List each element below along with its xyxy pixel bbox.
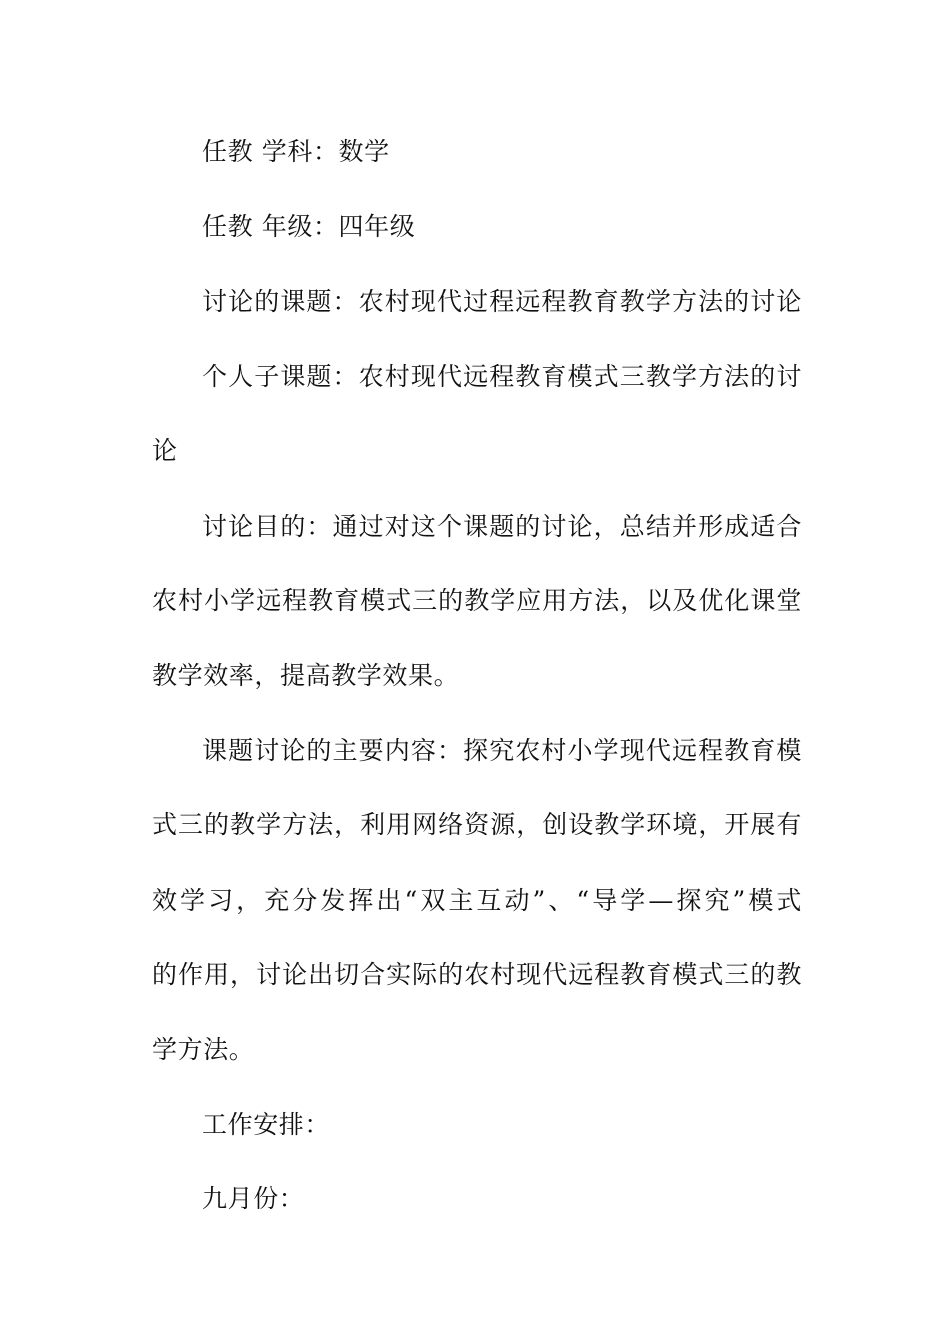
personal-subtopic-continuation: 论 (152, 436, 178, 465)
grade-line: 任教 年级：四年级 (202, 212, 416, 241)
personal-subtopic-line: 个人子课题：农村现代远程教育模式三教学方法的讨 (202, 362, 802, 391)
main-content-line-2: 式三的教学方法，利用网络资源，创设教学环境，开展有 (152, 810, 802, 839)
work-arrangement-heading: 工作安排： (202, 1110, 331, 1139)
main-content-line-1: 课题讨论的主要内容：探究农村小学现代远程教育模 (202, 736, 802, 765)
main-content-line-5: 学方法。 (152, 1035, 255, 1064)
purpose-line-2: 农村小学远程教育模式三的教学应用方法，以及优化课堂 (152, 586, 802, 615)
purpose-line-3: 教学效率，提高教学效果。 (152, 661, 460, 690)
purpose-line-1: 讨论目的：通过对这个课题的讨论，总结并形成适合 (202, 512, 802, 541)
research-topic-line: 讨论的课题：农村现代过程远程教育教学方法的讨论 (202, 287, 802, 316)
subject-line: 任教 学科：数学 (202, 137, 390, 166)
main-content-line-4: 的作用，讨论出切合实际的农村现代远程教育模式三的教 (152, 960, 802, 989)
main-content-line-3: 效学习，充分发挥出“双主互动”、“导学—探究”模式 (152, 886, 802, 915)
september-heading: 九月份： (202, 1184, 305, 1213)
